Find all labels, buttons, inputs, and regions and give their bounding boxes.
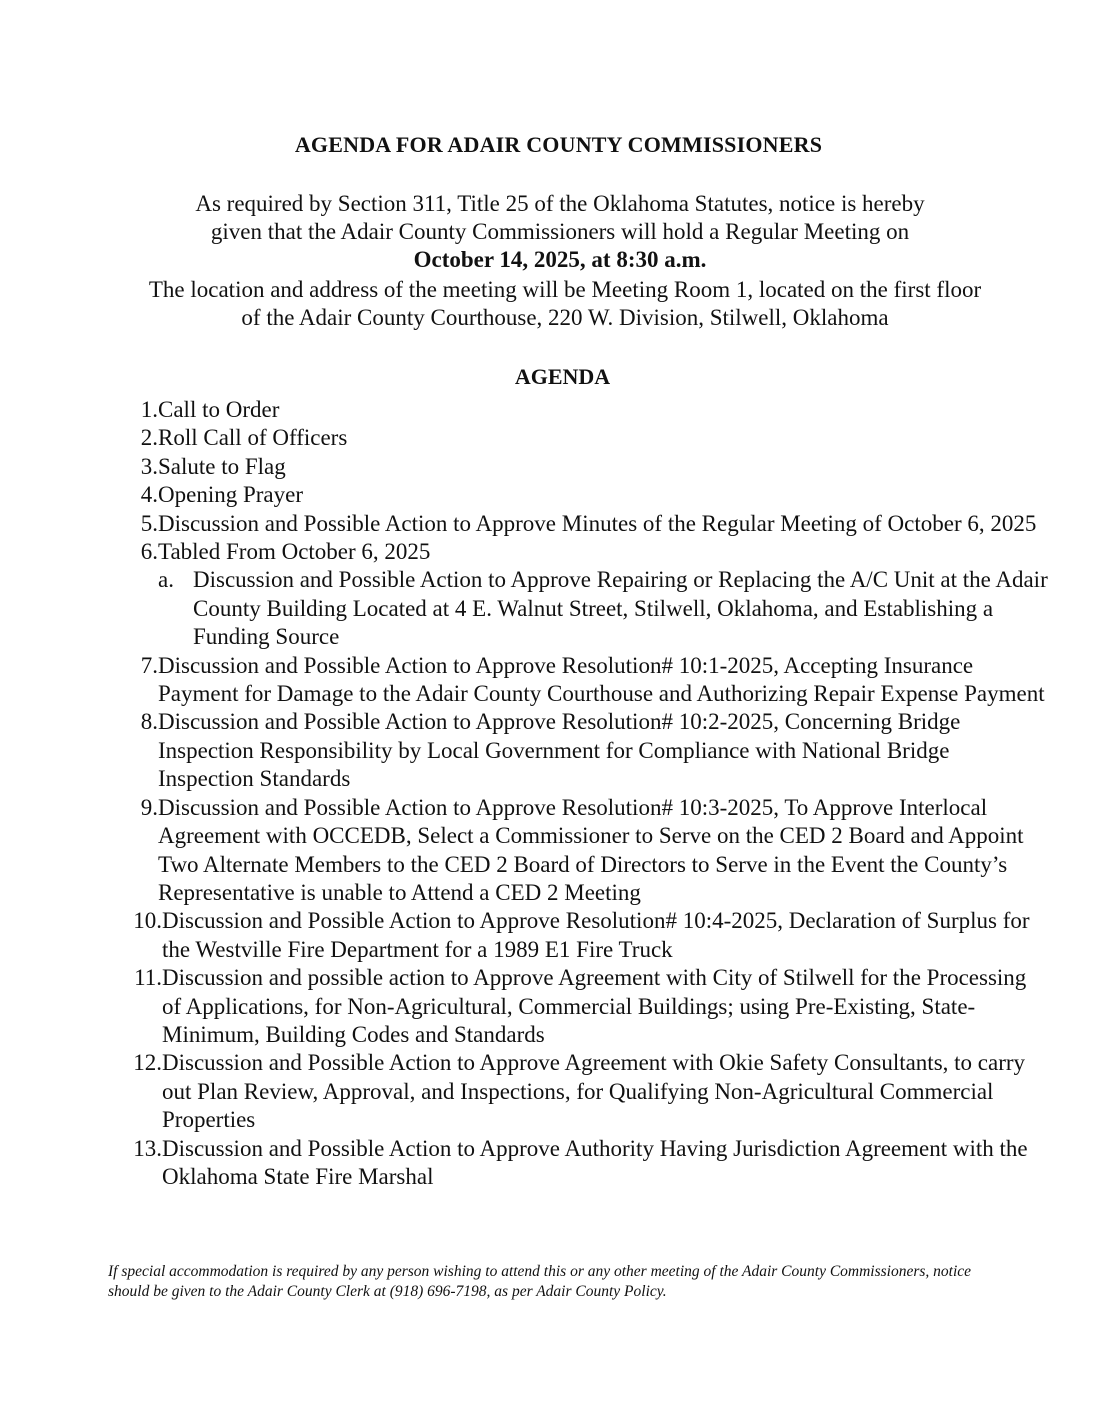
meeting-datetime: October 14, 2025, at 8:30 a.m. (413, 247, 707, 272)
agenda-item-8 (120, 708, 1050, 793)
notice-line-1: As required by Section 311, Title 25 of the Oklahoma Statutes, notice is hereby (195, 191, 925, 216)
agenda-item-1 (120, 396, 1050, 424)
item-body (158, 538, 1050, 652)
item-number: 13. (133, 1135, 162, 1161)
item-text: Discussion and Possible Action to Approve Agreement with Okie Safety Consultants, to carry out Plan Review, Approval, and Inspections, for Qualifying Non-Agricultural Commercial Properties (162, 1050, 1026, 1133)
agenda-item-10 (120, 907, 1050, 964)
agenda-item-13 (120, 1135, 1050, 1192)
item-text: Discussion and Possible Action to Approve Resolution# 10:3-2025, To Approve Interlocal Agreement with OCCEDB, Select a Commissioner to Serve on the CED 2 Board and Appoint Two Alternate Members to the CED 2 Board of Directors to Serve in the Event the County’s Representative is unable to Attend a CED 2 Meeting (158, 794, 1024, 905)
notice-line-2: given that the Adair County Commissioners will hold a Regular Meeting on (210, 219, 910, 244)
sub-item-letter: a. (158, 567, 174, 593)
location-line-2: of the Adair County Courthouse, 220 W. Division, Stilwell, Oklahoma (241, 305, 889, 330)
item-number: 11. (134, 965, 162, 991)
item-number: 1. (140, 397, 158, 422)
item-number: 3. (140, 453, 158, 479)
page-title: AGENDA FOR ADAIR COUNTY COMMISSIONERS (294, 132, 823, 157)
item-text: Discussion and Possible Action to Approve Authority Having Jurisdiction Agreement with the Oklahoma State Fire Marshal (162, 1135, 1028, 1189)
item-text: Discussion and Possible Action to Approve Resolution# 10:2-2025, Concerning Bridge Inspection Responsibility by Local Government for Compliance with National Bridge Inspection Standards (158, 709, 961, 792)
item-number: 10. (133, 908, 162, 934)
item-number: 5. (140, 510, 158, 536)
agenda-item-3 (120, 453, 1050, 481)
item-number: 7. (140, 652, 158, 678)
agenda-list (120, 396, 1050, 1191)
sub-agenda-list (158, 566, 1050, 651)
agenda-heading: AGENDA (514, 364, 611, 389)
sub-item-text: Discussion and Possible Action to Approve Repairing or Replacing the A/C Unit at the Adair County Building Located at 4 E. Walnut Street, Stilwell, Oklahoma, and Establishing a Funding Source (193, 567, 1048, 650)
item-number: 2. (140, 425, 158, 451)
item-text: Tabled From October 6, 2025 (158, 539, 431, 565)
agenda-item-9 (120, 794, 1050, 908)
item-number: 6. (140, 539, 158, 565)
item-text: Discussion and Possible Action to Approve Minutes of the Regular Meeting of October 6, 2025 (158, 510, 1037, 536)
item-number: 8. (140, 709, 158, 735)
agenda-item-5 (120, 510, 1050, 538)
item-text: Discussion and Possible Action to Approve Resolution# 10:1-2025, Accepting Insurance Payment for Damage to the Adair County Courthouse and Authorizing Repair Expense Payment (158, 652, 1045, 707)
item-text: Discussion and possible action to Approve Agreement with City of Stilwell for the Processing of Applications, for Non-Agricultural, Commercial Buildings; using Pre-Existing, State-Minimum, Building Codes and Standards (162, 965, 1027, 1047)
item-text: Salute to Flag (158, 453, 286, 479)
meeting-location (60, 276, 1070, 332)
agenda-item-2 (120, 424, 1050, 452)
agenda-item-6 (120, 538, 1050, 652)
item-text: Roll Call of Officers (158, 425, 348, 451)
sub-item-a (158, 566, 1050, 651)
item-text: Discussion and Possible Action to Approve Resolution# 10:4-2025, Declaration of Surplus for the Westville Fire Department for a 1989 E1 Fire Truck (162, 908, 1030, 962)
item-number: 9. (140, 794, 158, 820)
accommodation-note: If special accommodation is required by any person wishing to attend this or any other meeting of the Adair County Commissioners, notice should be given to the Adair County Clerk at (918) 696-7198, as per Adair County Policy. (108, 1263, 972, 1300)
agenda-item-7 (120, 652, 1050, 709)
agenda-item-4 (120, 481, 1050, 509)
item-text: Call to Order (158, 397, 280, 422)
item-number: 4. (140, 482, 158, 508)
agenda-item-12 (120, 1049, 1050, 1134)
meeting-notice (60, 190, 1060, 274)
agenda-item-11 (120, 964, 1050, 1049)
location-line-1: The location and address of the meeting will be Meeting Room 1, located on the first floor (148, 277, 982, 302)
item-number: 12. (133, 1050, 162, 1076)
item-text: Opening Prayer (158, 482, 303, 508)
